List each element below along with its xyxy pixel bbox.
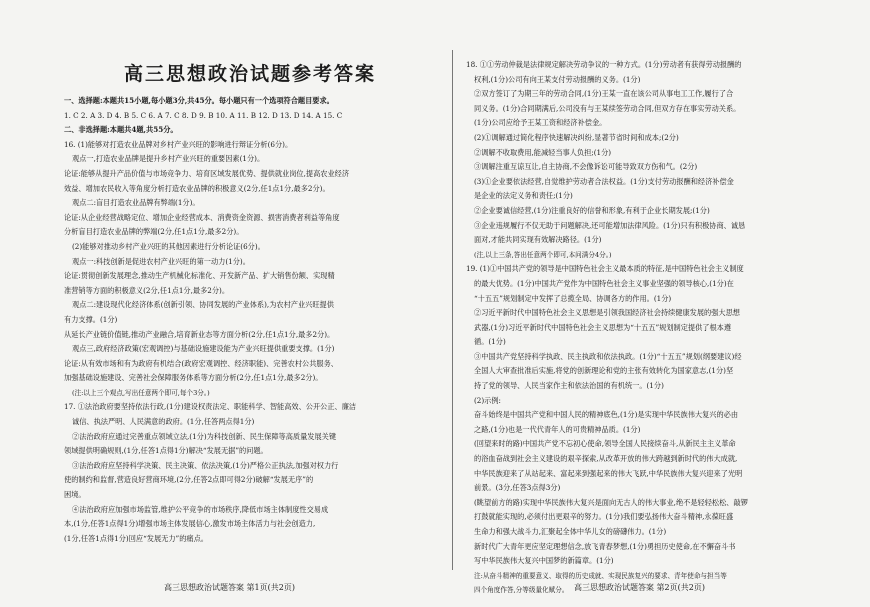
answer-line: 权利,(1分)公司有向王某支付劳动报酬的义务。(1分) [474,74,641,84]
answer-line: (3)①企业要依法经营,自觉维护劳动者合法权益。(1分)支付劳动报酬和经济补偿金 [474,176,734,186]
answer-line: 全国人大审查批准后实施,将党的创新理论和党的主张有效转化为国家意志,(1分)坚 [474,366,734,376]
answer-line: ③法治政府应坚持科学决策、民主决策、依法决策,(1分)严格公正执法,加强对权力行 [72,460,339,470]
answer-line: 面对,才能共同实现有效解决路径。(1分) [474,235,602,245]
answer-line: 中华民族迎来了从站起来、富起来到强起来的伟大飞跃,中华民族伟大复兴迎来了光明 [474,468,743,478]
answer-line: 注:从奋斗精神的重要意义、取得的历史成就、实现民族复兴的要求、青年使命与担当等 [474,571,727,580]
answer-line: 领域提供明确规则,(1分,任答1点得1分)解决“发展无据”的问题。 [64,446,268,456]
footer-right: 高三思想政治试题答案 第2页(共2页) [574,583,705,592]
answer-line: 循。(1分) [474,337,506,347]
footer-left: 高三思想政治试题答案 第1页(共2页) [164,583,295,592]
answer-line: 16. (1)能够对打造农业品牌对乡村产业兴旺的影响进行辩证分析(6分)。 [64,139,293,149]
answer-line: 论证:能够从提升产品价值与市场竞争力、培育区域发展优势、提供就业岗位,提高农业经济 [64,168,350,178]
answer-line: (2)示例: [474,395,501,405]
answer-line: (注,以上三条,答出任意两个即可,本问满分4分。) [474,250,612,259]
answer-line: 17. ①法治政府要坚持依法行政,(1分)建设权责法定、职能科学、智能高效、公开公正、廉洁 [64,402,357,412]
answer-line: 的最大优势。(1分)中国共产党作为中国特色社会主义事业坚强的领导核心,(1分)在 [474,278,734,288]
answer-line: 前景。(3分,任答3点得3分) [474,483,561,493]
page-title: 高三思想政治试题参考答案 [123,63,376,85]
answer-line: (2)能够对推动乡村产业兴旺的其他因素进行分析论证(6分)。 [72,241,265,251]
answer-line: 之路,(1分)也是一代代青年人的可贵精神品质。(1分) [474,424,641,434]
answer-line: ③调解注重互谅互让,自主协商,不会像诉讼可能导致双方伤和气。(2分) [474,162,698,172]
answer-line: (1分,任答1点得1分)回应“发展无力”的痛点。 [64,533,208,543]
answer-line: 从延长产业链价值链,推动产业融合,培育新业态等方面分析(2分,任1点1分,最多2分)。 [64,329,335,339]
answer-line: 本,(1分,任答1点得1分)增强市场主体发展信心,激发市场主体活力与社会创造力, [64,519,316,529]
answer-line: 新时代广大青年更应坚定理想信念,放飞青春梦想,(1分)勇担历史使命,在不懈奋斗书 [474,541,736,551]
answer-line: ④法治政府应加强市场监管,维护公平竞争的市场秩序,降低市场主体制度性交易成 [72,504,329,514]
answer-line: ②法治政府应通过完善重点领域立法,(1分)为科技创新、民生保障等高质量发展关键 [72,431,337,441]
answer-line: (1分)公司应给予王某工资和经济补偿金。 [474,118,607,128]
left-page-body [64,94,436,546]
answer-line: (注:以上三个观点,写出任意两个即可,每个3分。) [72,388,210,397]
answer-line: 二、非选择题:本题共4题,共55分。 [64,125,178,135]
answer-line: 准营销等方面的积极意义(2分,任1点1分,最多2分)。 [64,285,230,295]
answer-line: 论证:贯彻创新发展理念,推动生产机械化标准化、开发新产品、扩大销售份额、实现精 [64,271,335,281]
answer-line: 观点一,打造农业品牌是提升乡村产业兴旺的重要因素(1分)。 [72,154,265,164]
answer-line: “十五五”规划制定中发挥了总揽全局、协调各方的作用。(1分) [474,293,672,303]
answer-line: 观点三,政府经济政策(宏观调控)与基础设施建设能为产业兴旺提供重要支撑。(1分) [72,344,335,354]
answer-line: 一、选择题:本题共15小题,每小题3分,共45分。每小题只有一个选项符合题目要求。 [64,96,334,105]
answer-line: 是企业的法定义务和责任;(1分) [474,191,573,201]
answer-line: 观点一:科技创新是促进农村产业兴旺的第一动力(1分)。 [72,256,250,266]
answer-line: 1. C 2. A 3. D 4. B 5. C 6. A 7. C 8. D 9. B 10. A 11. B 12. D 13. D 14. A 15. C [64,110,343,120]
answer-line: 四个角度作答,分等级量化赋分。 [474,586,569,595]
answer-line: (回望来时的路)中国共产党不忘初心使命,领导全国人民接续奋斗,从新民主主义革命 [474,439,736,449]
answer-line: 论证:从企业经营战略定位、增加企业经营成本、消费资金资源、损害消费者利益等角度 [64,212,340,222]
answer-line: 使的制约和监督,营造良好营商环境,(2分,任答2点即可得2分)破解“发展无序”的 [64,475,314,485]
answer-line: ②调解不收取费用,能减轻当事人负担;(1分) [474,147,612,157]
answer-line: 论证:从有效市场和有为政府有机结合(政府宏观调控、经济职能)、完善农村公共服务、 [64,358,338,368]
right-page-body [466,58,826,595]
answer-line: ③企业违规履行不仅无助于问题解决,还可能增加法律风险。(1分)只有积极协商、诚恳 [474,220,746,230]
answer-line: 有力支撑。(1分) [64,314,118,324]
answer-line: ②双方签订了为期三年的劳动合同,(1分)王某一直在该公司从事电工工作,履行了合 [474,89,734,99]
answer-line: (2)①调解通过简化程序快速解决纠纷,显著节省时间和成本;(2分) [474,132,679,142]
answer-line: 诚信、执法严明、人民满意的政府。(1分,任答两点得1分) [72,417,255,427]
answer-line: 效益、增加农民收入等角度分析打造农业品牌的积极意义(2分,任1点1分,最多2分)。 [64,183,330,193]
answer-line: 武器,(1分)习近平新时代中国特色社会主义思想为“十五五”规划制定提供了根本遵 [474,322,732,332]
answer-line: 同义务。(1分)合同期满后,公司没有与王某续签劳动合同,但双方存在事实劳动关系。 [474,103,741,113]
answer-line: 18. ①①劳动仲裁是法律规定解决劳动争议的一种方式。(1分)劳动者有获得劳动报酬的 [466,60,742,69]
answer-line: 观点二:建设现代化经济体系(创新引领、协同发展的产业体系),为农村产业兴旺提供 [72,300,334,310]
answer-line: ③中国共产党坚持科学执政、民主执政和依法执政。(1分)“十五五”规划(纲要建议)经 [474,351,742,361]
answer-line: 持了党的领导、人民当家作主和依法治国的有机统一。(1分) [474,381,664,391]
answer-line: 困境。 [64,490,86,500]
answer-line: 分析盲目打造农业品牌的弊端(2分,任1点1分,最多2分)。 [64,227,244,237]
answer-line: (眺望前方的路)实现中华民族伟大复兴是面向无古人的伟大事业,绝不是轻轻松松、敲锣 [474,497,748,507]
answer-line: ②企业要诚信经营,(1分)注重良好的信誉和形象,有利于企业长期发展;(1分) [474,205,710,215]
answer-line: 写中华民族伟大复兴中国梦的新篇章。(1分) [474,556,614,566]
answer-line: 的浴血奋战到社会主义建设的艰辛探索,从改革开放的伟大跨越到新时代的伟大成就, [474,454,738,464]
answer-line: 19. (1)①中国共产党的领导是中国特色社会主义最本质的特征,是中国特色社会主义制度 [466,264,744,274]
answer-line: 加强基础设施建设、完善社会保障服务体系等方面分析(2分,任1点1分,最多2分)。 [64,373,323,383]
left-page [64,58,436,590]
answer-line: 观点二:盲目打造农业品牌有弊端(1分)。 [72,198,200,208]
answer-line: ②习近平新时代中国特色社会主义思想是引领我国经济社会持续健康发展的强大思想 [474,308,740,318]
answer-line: 生命力和强大战斗力,汇聚起全体中华儿女的磅礴伟力。(1分) [474,527,667,536]
answer-line: 打鼓就能实现的,必须付出更艰辛的努力。(1分)我们要弘扬伟大奋斗精神,永葆旺盛 [474,512,734,522]
answer-line: 奋斗始终是中国共产党和中国人民的精神底色,(1分)是实现中华民族伟大复兴的必由 [474,410,739,420]
page-divider [452,50,453,570]
